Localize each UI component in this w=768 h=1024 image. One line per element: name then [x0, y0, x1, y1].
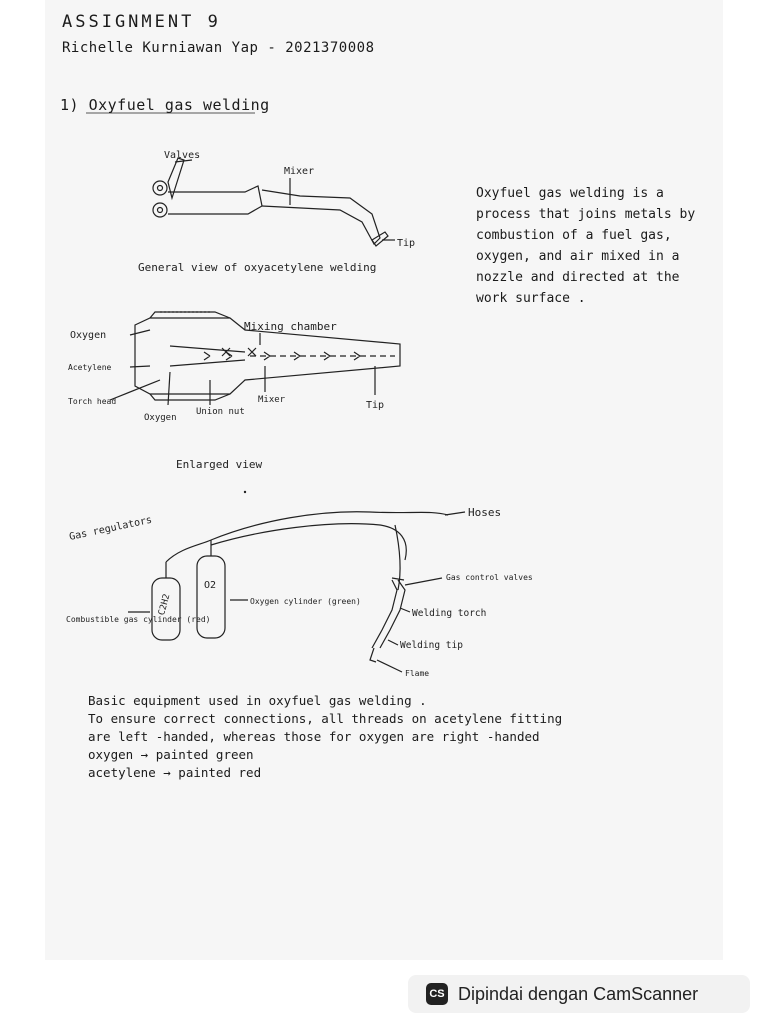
fig3-c2h2-label: C2H2: [157, 592, 173, 617]
tip-nozzle: [372, 232, 388, 246]
fig3-gas-control-valves-label: Gas control valves: [446, 573, 533, 582]
fig2-oxygen-label: Oxygen: [70, 330, 107, 341]
notes-line: are left -handed, whereas those for oxygen are right -handed: [88, 729, 540, 744]
camscanner-watermark: [408, 975, 750, 1013]
fig2-mixing-chamber-label: Mixing chamber: [244, 320, 337, 333]
torch-general-view: [153, 158, 395, 246]
fig3-oxygen-cylinder-label: Oxygen cylinder (green): [250, 597, 361, 606]
fig1-caption: General view of oxyacetylene welding: [138, 261, 377, 274]
fig3-gas-regulators-label: Gas regulators: [68, 514, 154, 543]
fig2-mixer-label: Mixer: [258, 395, 286, 405]
description-block: [476, 183, 716, 309]
fig1-tip-label: Tip: [397, 238, 416, 249]
description-line: work surface .: [476, 291, 586, 306]
camscanner-text: Dipindai dengan CamScanner: [458, 983, 699, 1004]
assignment-title: ASSIGNMENT 9: [62, 12, 221, 32]
author-line: Richelle Kurniawan Yap - 2021370008: [62, 40, 375, 56]
description-line: oxygen, and air mixed in a: [476, 249, 680, 264]
valve-knob-bottom: [153, 203, 167, 217]
fig1-mixer-label: Mixer: [284, 166, 315, 177]
valve-knob-top: [153, 181, 167, 195]
fig3-o2-label: O2: [204, 580, 217, 591]
notes-line: Basic equipment used in oxyfuel gas welding .: [88, 693, 427, 708]
notes-line: oxygen → painted green: [88, 747, 254, 762]
fig3-hoses-label: Hoses: [468, 506, 502, 519]
notes-line: acetylene → painted red: [88, 765, 262, 780]
fig2-acetylene-label: Acetylene: [68, 363, 112, 372]
welding-torch: [380, 580, 405, 648]
description-line: nozzle and directed at the: [476, 270, 680, 285]
description-line: process that joins metals by: [476, 207, 696, 222]
fig2-oxygen-bottom-label: Oxygen: [144, 413, 177, 423]
oxygen-cylinder: [197, 556, 225, 638]
fig3-flame-label: Flame: [405, 669, 430, 678]
fig3-welding-torch-label: Welding torch: [412, 608, 487, 619]
tip-flame: [370, 648, 376, 662]
notes-line: To ensure correct connections, all threads on acetylene fitting: [88, 711, 563, 726]
notes-block: [88, 692, 562, 782]
fig2-tip-label: Tip: [366, 400, 385, 411]
camscanner-logo-icon: CS: [426, 983, 448, 1005]
fig2-torch-head-label: Torch head: [68, 397, 117, 406]
fig2-caption: Enlarged view: [176, 458, 263, 471]
fig2-union-nut-label: Union nut: [196, 407, 245, 417]
fig1-valves-label: Valves: [164, 150, 201, 161]
fig3-welding-tip-label: Welding tip: [400, 640, 463, 651]
section-heading: 1) Oxyfuel gas welding: [60, 96, 270, 114]
description-line: combustion of a fuel gas,: [476, 228, 672, 243]
description-line: Oxyfuel gas welding is a: [476, 186, 664, 201]
torch-body: [168, 186, 262, 214]
fig3-combustible-cylinder-label: Combustible gas cylinder (red): [66, 615, 211, 624]
torch-tip-tube: [262, 190, 380, 244]
